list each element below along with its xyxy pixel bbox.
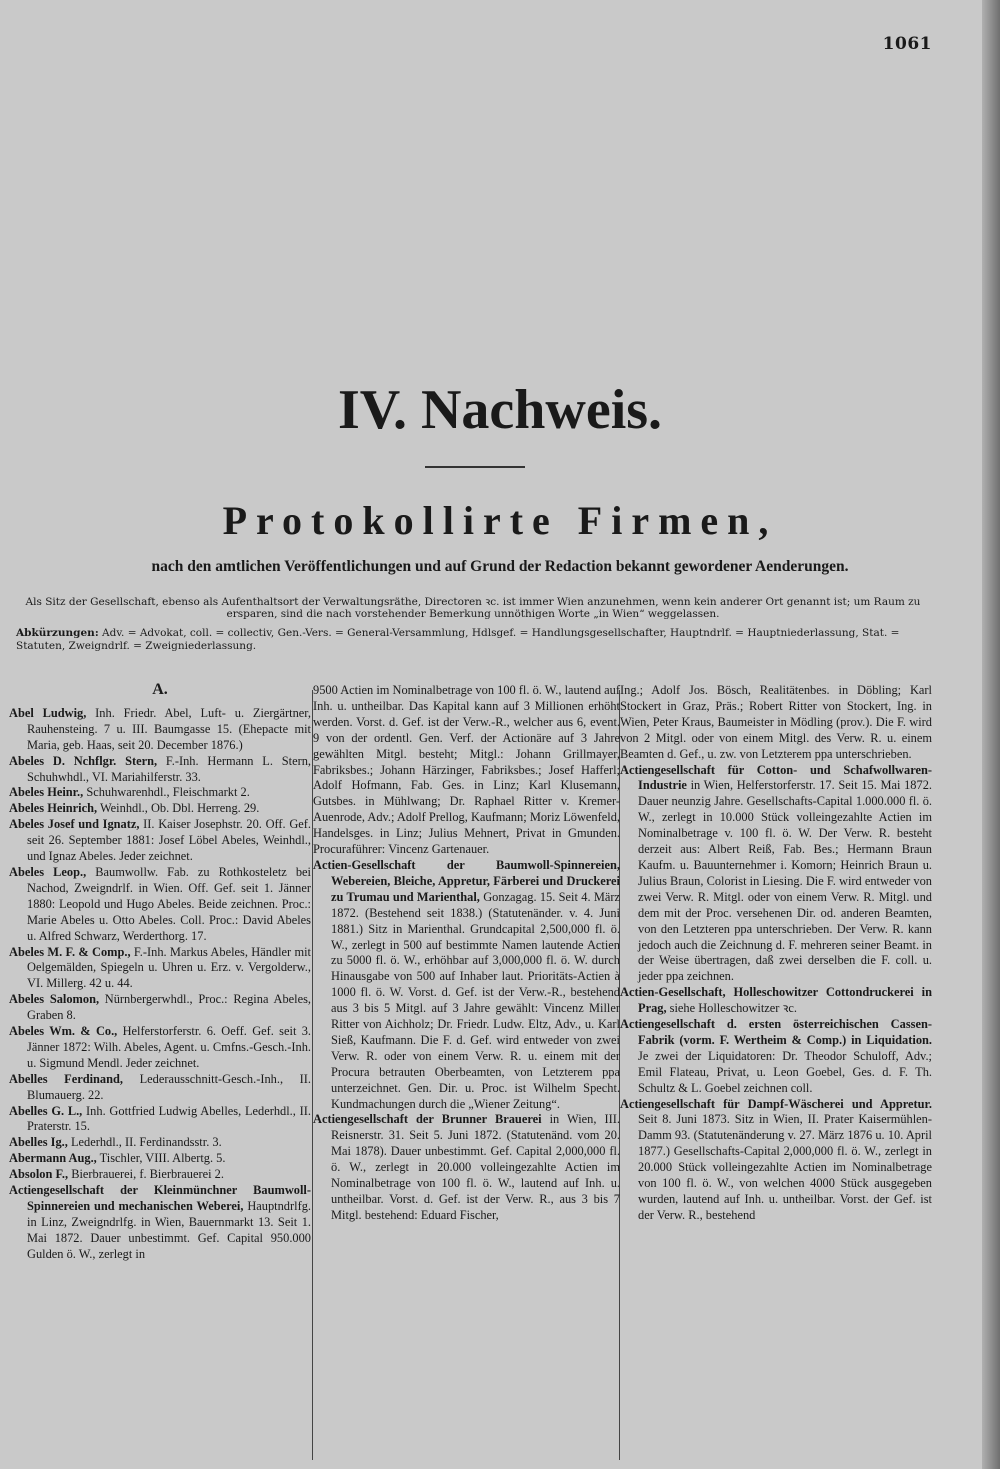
directory-entry	[9, 992, 311, 1024]
firm-details: Hauptndrlfg. in Linz, Zweigndrlfg. in Wien, Bauernmarkt 13. Seit 1. Mai 1872. Dauer unbestimmt. Gef. Capital 950.000 Gulden ö. W., zerlegt in	[27, 1199, 311, 1261]
firm-name: Abeles Josef und Ignatz,	[9, 817, 140, 832]
firm-details: Inh. Friedr. Abel, Luft- u. Ziergärtner, Rauhensteing. 7 u. III. Baumgasse 15. (Ehepacte mit Maria, geb. Haas, seit 20. December 1876.)	[27, 705, 311, 752]
directory-entry	[9, 801, 311, 817]
subtitle-description: nach den amtlichen Veröffentlichungen und auf Grund der Redaction bekannt gewordener Aenderungen.	[151, 558, 849, 575]
firm-name: Abeles M. F. & Comp.,	[9, 944, 131, 959]
directory-entry	[620, 1097, 932, 1224]
directory-entry	[9, 754, 311, 786]
firm-details: Je zwei der Liquidatoren: Dr. Theodor Schuloff, Adv.; Emil Flateau, Privat, u. Leon Goebel, Ges. d. F. Th. Schultz & L. Goebel zeichnen coll.	[638, 1048, 932, 1095]
directory-entry	[9, 785, 311, 801]
directory-entry	[313, 683, 620, 858]
firm-details: Tischler, VIII. Albertg. 5.	[96, 1151, 226, 1166]
firm-name: Abelles Ig.,	[9, 1135, 68, 1150]
firm-name: Actiengesellschaft für Dampf-Wäscherei und Appretur.	[620, 1096, 932, 1111]
editorial-note: Als Sitz der Gesellschaft, ebenso als Aufenthaltsort der Verwaltungsräthe, Directoren ꝛc. ist immer Wien anzunehmen, wenn kein anderer Ort genannt ist; um Raum zu ersparen, sind die nach vorstehender Bemerkung unnöthigen Worte „in Wien“ weggelassen.	[25, 596, 921, 620]
firm-details: in Wien, Helferstorferstr. 17. Seit 15. Mai 1872. Dauer neunzig Jahre. Gesellschafts-Capital 1.000.000 fl. ö. W., zerlegt in 10.000 Stück volleingezahlte Actien im Nominalbetrage v. 100 fl. ö. W. Der Verw. R. besteht derzeit aus: Albert Reiß, Fab. Bes.; Hermann Braun Kaufm. u. Bauunternehmer i. Komorn; Heinrich Braun u. Julius Braun, Colorist in Liesing. Die F. wird entweder von zwei Verw. R. Mitgl. oder von einem Verw. R. Mitgl. und dem mit der Proc. versehenen Dir. od. anderen Beamten, von den Letzteren ppa unterschrieben. Der Verw. R. kann jedoch auch die Zeichnung d. F. mehreren seiner Beamt. in der Weise übertragen, daß zwei derselben die F. coll. u. jeder ppa zeichnen.	[638, 778, 932, 984]
firm-details: Gonzagag. 15. Seit 4. März 1872. (Bestehend seit 1838.) (Statutenänder. v. 4. Juni 1881.) Sitz in Marienthal. Grundcapital 2,500,000 fl. ö. W., zerlegt in 500 auf bestimmte Namen lautende Actien zu 5000 fl. ö. W., erhöhbar auf 3,000,000 fl. ö. W. durch Hinausgabe von 500 auf Inhaber laut. Prioritäts-Actien à 1000 fl. ö. W. Vorst. d. Gef. ist der Verw.-R., bestehend aus 3 bis 5 Mitgl. auf 3 Jahre gewählt: Vincenz Miller Ritter von Aichholz; Dr. Friedr. Ludw. Eltz, Adv., u. Karl Sieß, Kaufmann. Die F. d. Gef. wird entweder von zwei Verw. R. oder von einem Verw. R. u. einem mit der Procura betrauten Oberbeamten, von Letzterem ppa unterzeichnet. Gen. Dir. u. Proc. ist Wilhelm Specht. Kundmachungen durch die „Wiener Zeitung“.	[331, 889, 620, 1111]
firm-name: Abeles Wm. & Co.,	[9, 1024, 118, 1039]
directory-entry	[9, 1135, 311, 1151]
firm-details: Inh. Gottfried Ludwig Abelles, Lederhdl., II. Praterstr. 15.	[27, 1103, 311, 1134]
subtitle: Protokollirte Firmen,	[222, 498, 778, 543]
firm-name: Abeles Heinr.,	[9, 785, 84, 800]
letter-heading: A.	[152, 681, 168, 698]
firm-details: Weinhdl., Ob. Dbl. Herreng. 29.	[97, 801, 260, 816]
firm-name: Actiengesellschaft für Cotton- und Schafwollwaren-Industrie	[620, 762, 932, 793]
firm-name: Abermann Aug.,	[9, 1151, 97, 1166]
firm-name: Abel Ludwig,	[9, 705, 87, 720]
firm-details: II. Kaiser Josephstr. 20. Off. Gef. seit 26. September 1881: Josef Löbel Abeles, Weinhdl., und Ignaz Abeles. Jeder zeichnet.	[27, 817, 312, 864]
firm-name: Actiengesellschaft der Brunner Brauerei	[313, 1112, 542, 1127]
firm-name: Abeles Leop.,	[9, 864, 87, 879]
directory-entry	[9, 817, 311, 865]
firm-details: Baumwollw. Fab. zu Rothkosteletz bei Nachod, Zweigndrlf. in Wien. Off. Gef. seit 1. Jänner 1880: Leopold und Hugo Abeles. Beide zeichnen. Proc.: Marie Abeles u. Otto Abeles. Coll. Proc.: David Abeles u. Alfred Schwarz, Werderthorg. 17.	[27, 864, 311, 943]
firm-details: Helferstorferstr. 6. Oeff. Gef. seit 3. Jänner 1872: Wilh. Abeles, Agent. u. Cmfns.-Gesch.-Inh. u. Sigmund Mendl. Jeder zeichnet.	[27, 1024, 311, 1070]
column-2-entries	[313, 683, 620, 1224]
firm-details: Bierbrauerei, f. Bierbrauerei 2.	[68, 1167, 224, 1182]
firm-details: Schuhwarenhdl., Fleischmarkt 2.	[83, 785, 250, 800]
firm-name: Actien-Gesellschaft der Baumwoll-Spinnereien, Webereien, Bleiche, Appretur, Färberei und Druckerei zu Trumau und Marienthal,	[313, 857, 620, 904]
directory-entry	[620, 683, 932, 763]
firm-details: Nürnbergerwhdl., Proc.: Regina Abeles, Graben 8.	[27, 992, 311, 1023]
firm-details: F.-Inh. Markus Abeles, Händler mit Oelgemälden, Spiegeln u. Uhren u. Erz. v. Vergolderw., VI. Millerg. 42 u. 44.	[27, 944, 311, 991]
section-title: IV. Nachweis.	[337, 379, 663, 441]
firm-details: 9500 Actien im Nominalbetrage von 100 fl. ö. W., lautend auf Inh. u. untheilbar. Das Kapital kann auf 3 Millionen erhöht werden. Vorst. d. Gef. ist der Verw.-R., welcher aus 6, event. 9 von der ordentl. Gen. Verf. der Actionäre auf 3 Jahre gewählten Mitgl. besteht; Mitgl.: Johann Grillmayer, Fabriksbes.; Johann Härzinger, Fabriksbes.; Josef Hafferl; Adolf Hofmann, Fab. Ges. in Linz; Karl Klusemann, Gutsbes. in Mühlwang; Dr. Raphael Ritter v. Kremer-Auenrode, Adv.; Adolf Prellog, Kaufmann; Moriz Löwenfeld, Handelsges. in Linz; Julius Mehnert, Privat in Gmunden. Procuraführer: Vincenz Gartenauer.	[313, 683, 620, 857]
firm-name: Abeles D. Nchflgr. Stern,	[9, 753, 158, 768]
firm-details: Lederausschnitt-Gesch.-Inh., II. Blumauerg. 22.	[27, 1071, 311, 1102]
firm-name: Absolon F.,	[9, 1167, 69, 1182]
directory-entry	[9, 1151, 311, 1167]
directory-entry	[9, 706, 311, 754]
column-1-entries	[9, 706, 311, 1263]
firm-name: Actiengesellschaft d. ersten österreichischen Cassen-Fabrik (vorm. F. Wertheim & Comp.) in Liquidation.	[620, 1017, 932, 1047]
directory-entry	[620, 763, 932, 986]
directory-entry	[620, 1017, 932, 1097]
firm-name: Actien-Gesellschaft, Holleschowitzer Cottondruckerei in Prag,	[620, 985, 932, 1016]
directory-entry	[9, 945, 311, 993]
abbreviations-label: Abkürzungen:	[16, 627, 99, 639]
directory-entry	[313, 858, 620, 1113]
firm-name: Abeles Salomon,	[9, 992, 100, 1007]
title-divider	[425, 466, 525, 468]
directory-entry	[9, 1072, 311, 1104]
firm-details: in Wien, III. Reisnerstr. 31. Seit 5. Juni 1872. (Statutenänd. vom 20. Mai 1878). Dauer unbestimmt. Gef. Capital 2,000,000 fl. ö. W., zerlegt in 20.000 volleingezahlte Actien im Nominalbetrage von 100 fl. ö. W., lautend auf Inh. u. untheilbar. Vorst. d. Gef. ist der Verw. R., aus 3 bis 7 Mitgl. bestehend: Eduard Fischer,	[331, 1112, 620, 1222]
column-3-entries	[620, 683, 932, 1224]
directory-entry	[620, 985, 932, 1017]
firm-name: Abelles G. L.,	[9, 1103, 83, 1118]
column-2	[313, 683, 620, 1224]
directory-entry	[9, 865, 311, 945]
column-3	[620, 683, 932, 1224]
page-number: 1061	[882, 34, 932, 54]
firm-name: Actiengesellschaft der Kleinmünchner Baumwoll-Spinnereien und mechanischen Weberei,	[9, 1183, 311, 1213]
firm-details: siehe Holleschowitzer ꝛc.	[666, 1001, 797, 1016]
abbreviations-text: Adv. = Advokat, coll. = collectiv, Gen.-Vers. = General-Versammlung, Hdlsgef. = Handlungsgesellschafter, Hauptndrlf. = Hauptniederlassung, Stat. = Statuten, Zweigndrlf. = Zweigniederlassung.	[16, 627, 900, 652]
directory-entry	[9, 1024, 311, 1072]
directory-entry	[9, 1183, 311, 1263]
firm-details: Ing.; Adolf Jos. Bösch, Realitätenbes. in Döbling; Karl Stockert in Graz, Präs.; Robert Ritter von Stockert, Ing. in Wien, Peter Kraus, Baumeister in Mödling (prov.). Die F. wird von 2 Mitgl. oder von einem Mitgl. des Verw. R. u. einem Beamten d. Gef., u. zw. von Letzterem ppa unterschrieben.	[620, 683, 932, 761]
column-1	[9, 682, 311, 1263]
firm-name: Abelles Ferdinand,	[9, 1071, 123, 1086]
page-edge-shadow	[982, 0, 1000, 1469]
firm-name: Abeles Heinrich,	[9, 801, 98, 816]
abbreviations	[16, 627, 930, 653]
firm-details: Seit 8. Juni 1873. Sitz in Wien, II. Prater Kaisermühlen-Damm 93. (Statutenänderung v. 27. März 1876 u. 10. April 1877.) Gesellschafts-Capital 2,000,000 fl. ö. W., zerlegt in 20.000 Stück volleingezahlte Actien im Nominalbetrage von 100 fl. ö. W., von welchen 4000 Stück ausgegeben wurden, lautend auf Inh. u. untheilbar. Vorst. der Gef. ist der Verw. R., bestehend	[638, 1112, 932, 1222]
directory-entry	[9, 1104, 311, 1136]
firm-details: Lederhdl., II. Ferdinandsstr. 3.	[67, 1135, 222, 1150]
firm-details: F.-Inh. Hermann L. Stern, Schuhwhdl., VI. Mariahilferstr. 33.	[27, 753, 311, 784]
directory-entry	[313, 1112, 620, 1223]
directory-entry	[9, 1167, 311, 1183]
